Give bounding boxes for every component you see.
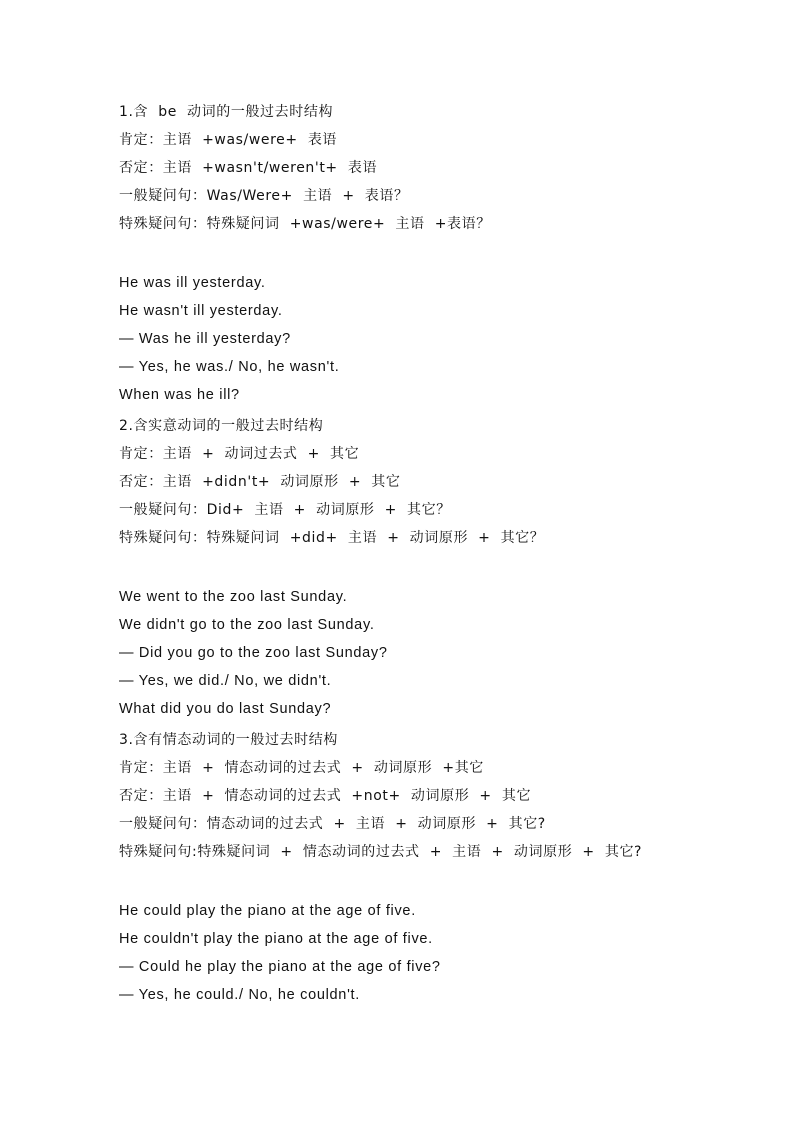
spacer [119,238,759,269]
example-sentence: What did you do last Sunday? [119,701,332,717]
section-heading: 3.含有情态动词的一般过去时结构 [119,732,338,748]
section-modal-verb [119,726,759,1009]
rule-general-question: 一般疑问句：Did+ 主语 + 动词原形 + 其它？ [119,502,451,518]
rule-affirmative: 肯定：主语 + 动词过去式 + 其它 [119,446,360,462]
rule-negative: 否定：主语 +didn't+ 动词原形 + 其它 [119,474,401,490]
rule-general-question: 一般疑问句：Was/Were+ 主语 + 表语？ [119,188,409,204]
rule-negative: 否定：主语 + 情态动词的过去式 +not+ 动词原形 + 其它 [119,788,532,804]
section-heading: 1.含 be 动词的一般过去时结构 [119,104,334,120]
rule-affirmative: 肯定：主语 +was/were+ 表语 [119,132,338,148]
example-sentence: We went to the zoo last Sunday. [119,589,348,605]
spacer [119,866,759,897]
example-sentence: He couldn't play the piano at the age of five. [119,931,433,947]
example-sentence: — Yes, we did./ No, we didn't. [119,673,332,689]
example-sentence: — Could he play the piano at the age of five? [119,959,441,975]
section-notional-verb [119,412,759,723]
rule-special-question: 特殊疑问句：特殊疑问词 +was/were+ 主语 +表语？ [119,216,491,232]
example-sentence: He could play the piano at the age of five. [119,903,416,919]
document-body [119,98,759,1009]
example-sentence: When was he ill? [119,387,240,403]
section-heading: 2.含实意动词的一般过去时结构 [119,418,324,434]
rule-negative: 否定：主语 +wasn't/weren't+ 表语 [119,160,378,176]
rule-special-question: 特殊疑问句：特殊疑问词 +did+ 主语 + 动词原形 + 其它？ [119,530,545,546]
rule-general-question: 一般疑问句：情态动词的过去式 + 主语 + 动词原形 + 其它? [119,816,546,832]
example-sentence: — Was he ill yesterday? [119,331,291,347]
section-be-verb [119,98,759,409]
example-sentence: — Yes, he was./ No, he wasn't. [119,359,340,375]
rule-affirmative: 肯定：主语 + 情态动词的过去式 + 动词原形 +其它 [119,760,484,776]
example-sentence: We didn't go to the zoo last Sunday. [119,617,375,633]
example-sentence: — Yes, he could./ No, he couldn't. [119,987,360,1003]
spacer [119,552,759,583]
rule-special-question: 特殊疑问句:特殊疑问词 + 情态动词的过去式 + 主语 + 动词原形 + 其它? [119,844,643,860]
example-sentence: He wasn't ill yesterday. [119,303,283,319]
example-sentence: He was ill yesterday. [119,275,266,291]
example-sentence: — Did you go to the zoo last Sunday? [119,645,388,661]
